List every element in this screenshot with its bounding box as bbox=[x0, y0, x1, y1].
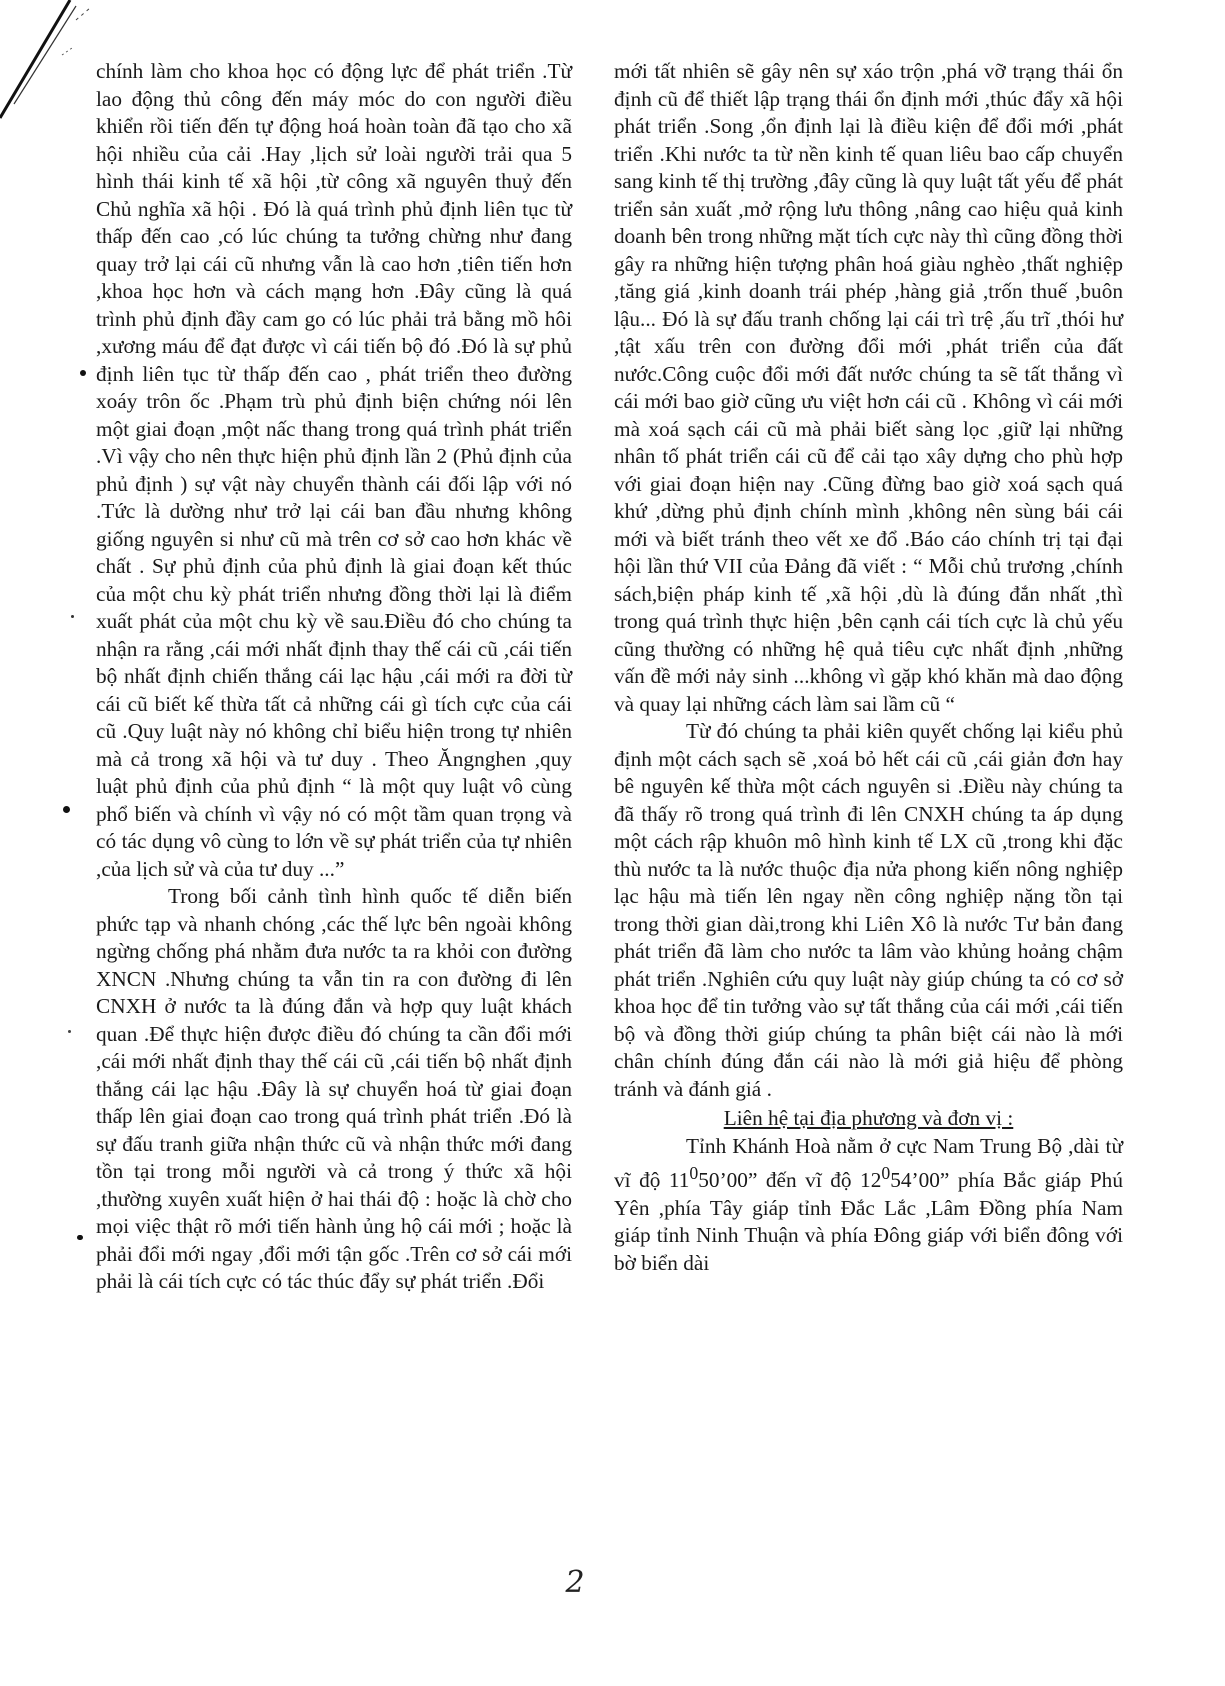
superscript: 0 bbox=[881, 1163, 891, 1183]
paragraph bbox=[614, 1133, 1123, 1278]
margin-dot bbox=[80, 370, 86, 376]
margin-dot bbox=[77, 1235, 83, 1240]
superscript: 0 bbox=[689, 1163, 699, 1183]
right-column bbox=[614, 58, 1123, 1277]
scan-corner-mark bbox=[0, 0, 110, 140]
section-heading: Liên hệ tại địa phương và đơn vị : bbox=[723, 1106, 1014, 1130]
text-run: Tỉnh Khánh Hoà nằm ở cực Nam Trung Bộ ,dài từ vĩ độ 11 bbox=[614, 1133, 1123, 1193]
text-run: 54’00” phía Bắc giáp Phú Yên ,phía Tây giáp tỉnh Đắc Lắc ,Lâm Đồng phía Nam giáp tỉnh Ninh Thuận và phía Đông giáp với biển đông với bờ biển dài bbox=[614, 1168, 1123, 1275]
margin-dot bbox=[68, 1030, 71, 1033]
page-number: 2 bbox=[565, 1565, 585, 1600]
text-run: 50’00” đến vĩ độ 12 bbox=[698, 1168, 882, 1193]
margin-dot bbox=[71, 615, 74, 618]
paragraph: chính làm cho khoa học có động lực để phát triển .Từ lao động thủ công đến máy móc do con người điều khiển rồi tiến đến tự động hoá hoàn toàn đã tạo cho xã hội nhiều của cải .Hay ,lịch sử loài người trải qua 5 hình thái kinh tế xã hội ,từ công xã nguyên thuỷ đến Chủ nghĩa xã hội . Đó là quá trình phủ định liên tục từ thấp đến cao ,có lúc chúng ta tưởng chừng như đang quay trở lại cái cũ nhưng vẫn là cao hơn ,tiên tiến hơn ,khoa học hơn và cách mạng hơn .Đây cũng là quá trình phủ định đầy cam go có lúc phải trả bằng mồ hôi ,xương máu để đạt được vì cái tiến bộ đó .Đó là sự phủ định liên tục từ thấp đến cao , phát triển theo đường xoáy trôn ốc .Phạm trù phủ định biện chứng nói lên một giai đoạn ,một nấc thang trong quá trình phát triển .Vì vậy cho nên thực hiện phủ định lần 2 (Phủ định của phủ định ) sự vật này chuyển thành cái đối lập với nó .Tức là dường như trở lại cái ban đầu nhưng không giống nguyên si như cũ mà trên cơ sở cao hơn khác về chất . Sự phủ định của phủ định là giai đoạn kết thúc của một chu kỳ phát triển nhưng đồng thời lại là điểm xuất phát của một chu kỳ về sau.Điều đó cho chúng ta nhận ra rằng ,cái mới nhất định thay thế cái cũ ,cái tiến bộ nhất định chiến thắng cái lạc hậu ,cái mới ra đời từ cái cũ biết kế thừa tất cả những cái gì tích cực của cái cũ .Quy luật này nó không chỉ biểu hiện trong tự nhiên mà cả trong xã hội và tư duy . Theo Ăngnghen ,quy luật phủ định của phủ định “ là một quy luật vô cùng phổ biến và chính vì vậy nó có một tầm quan trọng và có tác dụng vô cùng to lớn về sự phát triển của tự nhiên ,của lịch sử và của tư duy ...” bbox=[96, 59, 572, 881]
margin-dot bbox=[63, 806, 70, 813]
paragraph: Trong bối cảnh tình hình quốc tế diễn biến phức tạp và nhanh chóng ,các thế lực bên ngoài không ngừng chống phá nhằm đưa nước ta ra khỏi con đường XNCN .Nhưng chúng ta vẫn tin ra con đường đi lên CNXH ở nước ta là đúng đắn và hợp quy luật khách quan .Để thực hiện được điều đó chúng ta cần đổi mới ,cái mới nhất định thay thế cái cũ ,cái tiến bộ nhất định thắng cái lạc hậu .Đây là sự chuyển hoá từ giai đoạn thấp lên giai đoạn cao trong quá trình phát triển .Đó là sự đấu tranh giữa nhận thức cũ và nhận thức mới đang tồn tại trong mỗi người và cả trong ý thức xã hội ,thường xuyên xuất hiện ở hai thái độ : hoặc là chờ cho mọi việc thật rõ mới tiến hành ủng hộ cái mới ; hoặc là phải đổi mới ngay ,đổi mới tận gốc .Trên cơ sở cái mới phải là cái tích cực có tác thúc đẩy sự phát triển .Đổi bbox=[96, 884, 572, 1293]
paragraph: mới tất nhiên sẽ gây nên sự xáo trộn ,phá vỡ trạng thái ổn định cũ để thiết lập trạng thái ổn định mới ,thúc đẩy xã hội phát triển .Song ,ổn định lại là điều kiện để đổi mới ,phát triển .Khi nước ta từ nền kinh tế quan liêu bao cấp chuyển sang kinh tế thị trường ,đây cũng là quy luật tất yếu để phát triển sản xuất ,mở rộng lưu thông ,nâng cao hiệu quả kinh doanh bên trong những mặt tích cực này thì cũng đồng thời gây ra những hiện tượng phân hoá giàu nghèo ,thất nghiệp ,tăng giá ,kinh doanh trái phép ,hàng giả ,trốn thuế ,buôn lậu... Đó là sự đấu tranh chống lại cái trì trệ ,ấu trĩ ,thói hư ,tật xấu trên con đường đổi mới ,phát triển của đất nước.Công cuộc đổi mới đất nước chúng ta sẽ tất thắng vì cái mới bao giờ cũng ưu việt hơn cái cũ . Không vì cái mới mà xoá sạch cái cũ mà phải biết sàng lọc ,giữ lại những nhân tố phát triển cái cũ để cải tạo xây dựng cho phù hợp với giai đoạn hiện nay .Cũng đừng bao giờ xoá sạch quá khứ ,dừng phủ định chính mình ,không nên sùng bái cái mới và biết tránh theo vết xe đổ .Báo cáo chính trị tại đại hội lần thứ VII của Đảng đã viết : “ Mỗi chủ trương ,chính sách,biện pháp kinh tế ,xã hội ,dù là đúng đắn nhất ,thì trong quá trình thực hiện ,bên cạnh cái tích cực là chủ yếu cũng thường có những hệ quả tiêu cực nhất định ,những vấn đề mới nảy sinh ...không vì gặp khó khăn mà dao động và quay lại những cách làm sai lầm cũ “ bbox=[614, 59, 1123, 716]
paragraph: Từ đó chúng ta phải kiên quyết chống lại kiểu phủ định một cách sạch sẽ ,xoá bỏ hết cái cũ ,cái giản đơn hay bê nguyên kế thừa một cách nguyên si .Điều này chúng ta đã thấy rõ trong quá trình đi lên CNXH chúng ta áp dụng một cách rập khuôn mô hình kinh tế LX cũ ,trong khi đặc thù nước ta là nước thuộc địa nửa phong kiến nông nghiệp lạc hậu mà tiến lên ngay nền công nghiệp nặng tồn tại trong thời gian dài,trong khi Liên Xô là nước Tư bản đang phát triển đã làm cho nước ta lâm vào khủng hoảng chậm phát triển .Nghiên cứu quy luật này giúp chúng ta có cơ sở khoa học để tin tưởng vào sự tất thắng của cái mới ,cái tiến bộ và đồng thời giúp chúng ta phân biệt cái nào là mới chân chính đúng đắn cái nào là mới giả hiệu để phòng tránh và đánh giá . bbox=[614, 719, 1123, 1101]
left-column bbox=[96, 58, 572, 1296]
